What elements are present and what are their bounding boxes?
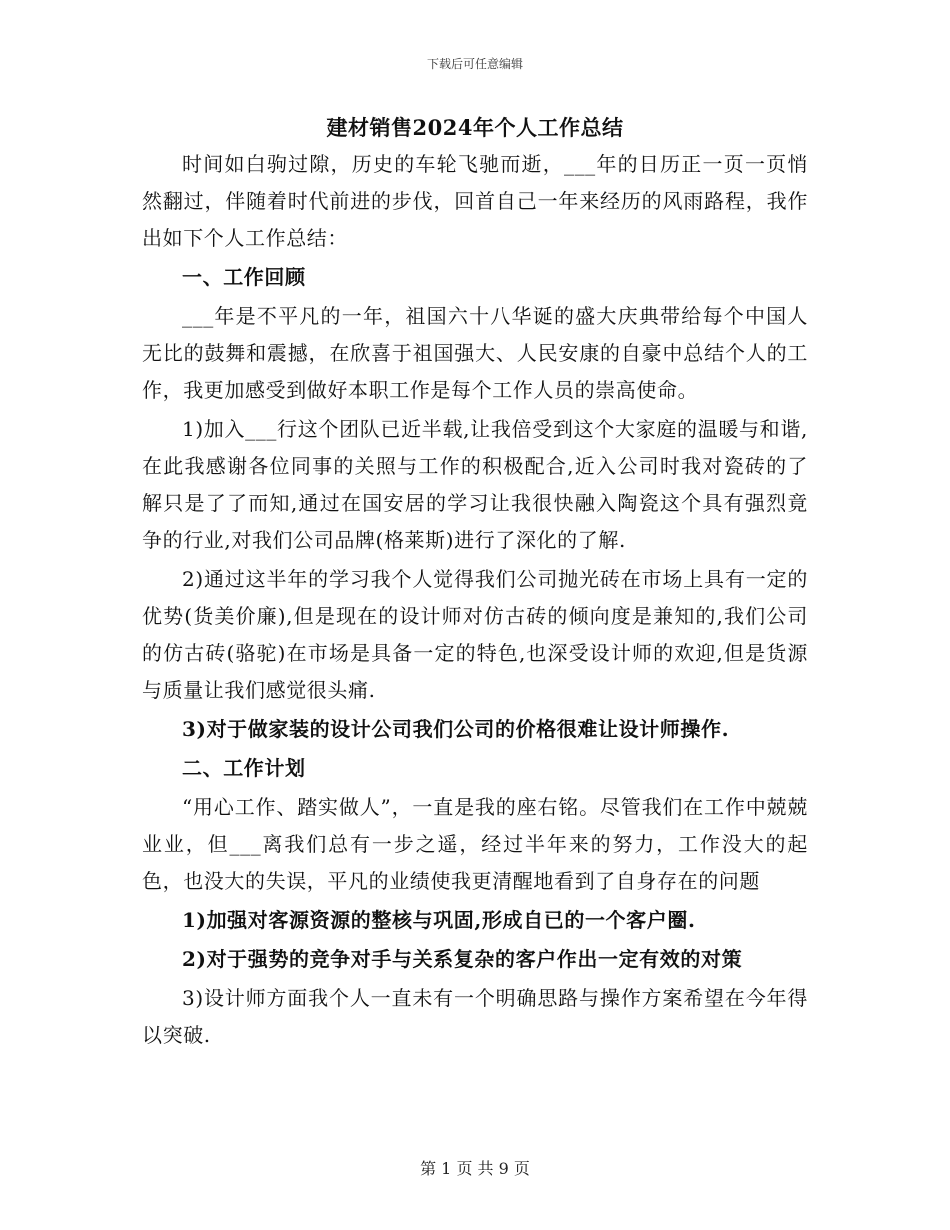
document-body [142, 146, 808, 1054]
paragraph-intro: 时间如白驹过隙，历史的车轮飞驰而逝，___年的日历正一页一页悄然翻过，伴随着时代前进的步伐，回首自己一年来经历的风雨路程，我作出如下个人工作总结： [142, 152, 808, 250]
header-note: 下载后可任意编辑 [426, 57, 523, 71]
paragraph-plan: “用心工作、踏实做人”，一直是我的座右铭。尽管我们在工作中兢兢业业，但___离我们总有一步之遥，经过半年来的努力，工作没大的起色，也没大的失误，平凡的业绩使我更清醒地看到了自身存在的问题 [142, 795, 808, 893]
plan-item-1: 1)加强对客源资源的整核与巩固,形成自已的一个客户圈. [182, 908, 696, 932]
paragraph-point-2: 2)通过这半年的学习我个人觉得我们公司抛光砖在市场上具有一定的优势(货美价廉),但是现在的设计师对仿古砖的倾向度是兼知的,我们公司的仿古砖(骆驼)在市场是具备一定的特色,也深受设计师的欢迎,但是货源与质量让我们感觉很头痛. [142, 567, 808, 702]
page-number: 第 1 页 共 9 页 [420, 1159, 530, 1178]
plan-item-3: 3)设计师方面我个人一直未有一个明确思路与操作方案希望在今年得以突破. [142, 986, 808, 1047]
paragraph-point-3: 3)对于做家装的设计公司我们公司的价格很难让设计师操作. [182, 717, 730, 741]
document-title: 建材销售2024年个人工作总结 [326, 115, 624, 140]
section-heading-review: 一、工作回顾 [182, 265, 306, 289]
section-heading-plan: 二、工作计划 [182, 756, 306, 780]
paragraph-review: ___年是不平凡的一年，祖国六十八华诞的盛大庆典带给每个中国人无比的鼓舞和震撼，在欣喜于祖国强大、人民安康的自豪中总结个人的工作，我更加感受到做好本职工作是每个工作人员的崇高使命。 [142, 304, 808, 402]
paragraph-point-1: 1)加入___行这个团队已近半载,让我倍受到这个大家庭的温暖与和谐,在此我感谢各位同事的关照与工作的积极配合,近入公司时我对瓷砖的了解只是了了而知,通过在国安居的学习让我很快融入陶瓷这个具有强烈竟争的行业,对我们公司品牌(格莱斯)进行了深化的了解. [142, 417, 808, 552]
plan-item-2: 2)对于强势的竞争对手与关系复杂的客户作出一定有效的对策 [182, 947, 743, 971]
